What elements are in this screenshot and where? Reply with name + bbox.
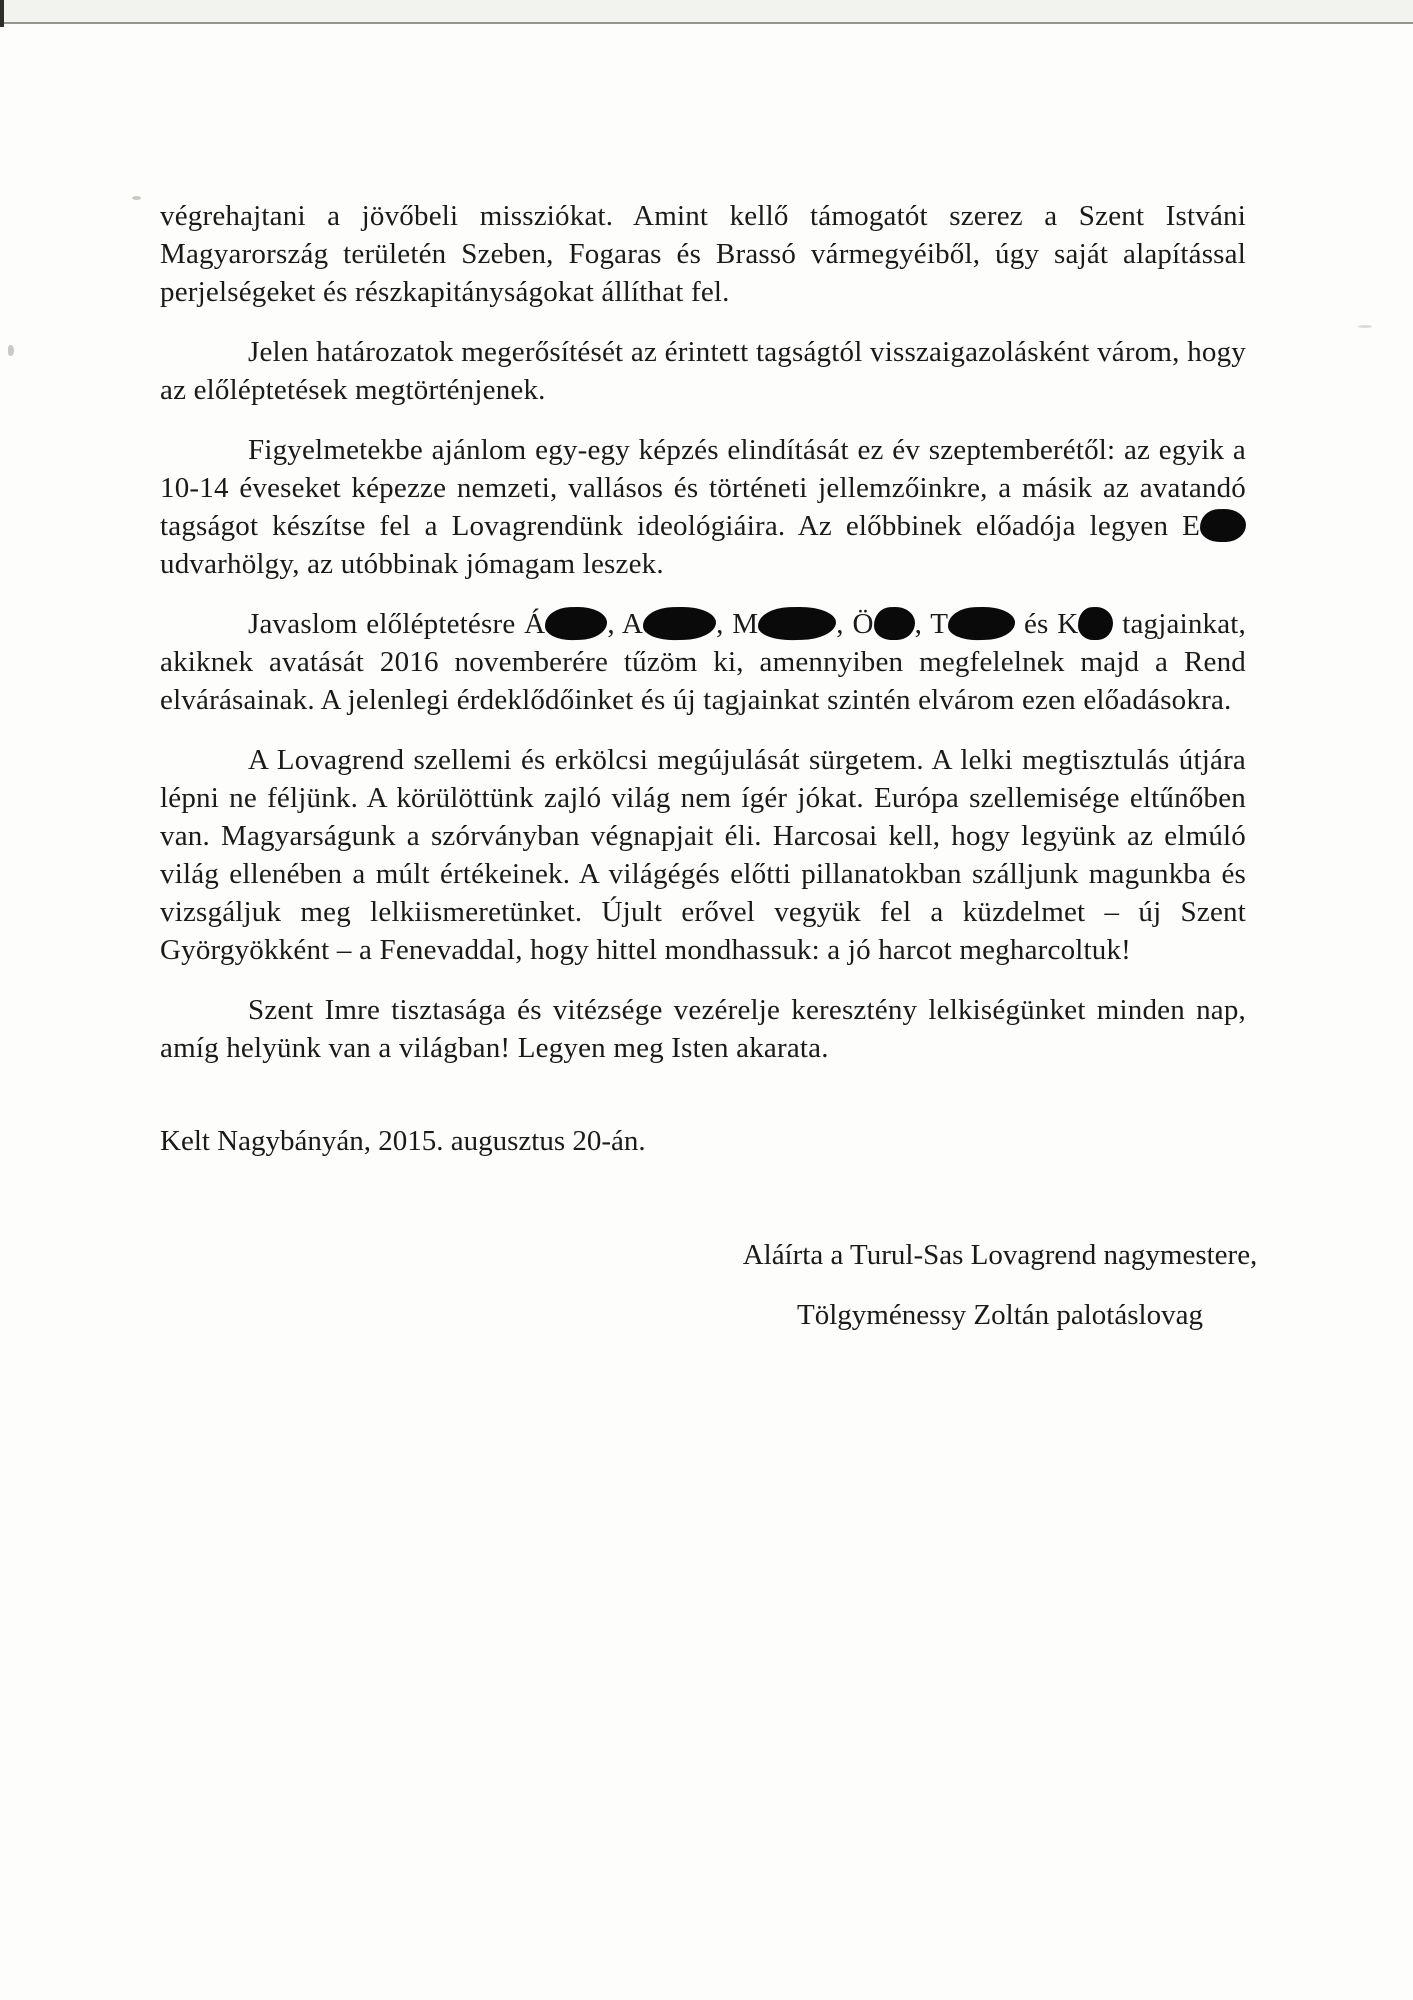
redaction-mark <box>948 606 1016 640</box>
dateline: Kelt Nagybányán, 2015. augusztus 20-án. <box>160 1125 646 1157</box>
paragraph: Javaslom előléptetésre Á , A , M , Ö , T és K tagjainkat, akiknek avatását 2016 novemberére tűzöm ki, amennyiben megfelelnek majd a Rend elvárásainak. A jelenlegi érdeklődőinket és új tagjainkat szintén elvárom ezen előadásokra. <box>160 608 1247 716</box>
scan-corner-artifact <box>0 0 4 27</box>
redaction-mark <box>873 607 915 641</box>
paragraph: A Lovagrend szellemi és erkölcsi megújulását sürgetem. A lelki megtisztulás útjára lépni ne féljünk. A körülöttünk zajló világ nem ígér jókat. Európa szellemisége eltűnőben van. Magyarságunk a szórványban végnapjait éli. Harcosai kell, hogy legyünk az elmúló világ ellenében a múlt értékeinek. A világégés előtti pillanatokban szálljunk magunkba és vizsgáljuk meg lelkiismeretünket. Újult erővel vegyük fel a küzdelmet – új Szent Györgyökként – a Fenevaddal, hogy hittel mondhassuk: a jó harcot megharcoltuk! <box>160 744 1246 966</box>
paragraph: Jelen határozatok megerősítését az érintett tagságtól visszaigazolásként várom, hogy az előléptetések megtörténjenek. <box>160 336 1246 406</box>
paragraph: Szent Imre tisztasága és vitézsége vezérelje keresztény lelkiségünket minden nap, amíg helyünk van a világban! Legyen meg Isten akarata. <box>160 994 1246 1064</box>
letter-body <box>160 197 1258 1334</box>
redaction-mark <box>545 606 608 640</box>
scan-speck <box>1358 325 1372 328</box>
signature-line-2: Tölgyménessy Zoltán palotáslovag <box>797 1299 1203 1331</box>
paragraphs <box>160 197 1246 1067</box>
scan-speck <box>132 196 141 200</box>
signature-line-1: Aláírta a Turul-Sas Lovagrend nagymestere, <box>742 1239 1258 1271</box>
paragraph: Figyelmetekbe ajánlom egy-egy képzés elindítását ez év szeptemberétől: az egyik a 10-14 éveseket képezze nemzeti, vallásos és történeti jellemzőinkre, a másik az avatandó tagságot készítse fel a Lovagrendünk ideológiáira. Az előbbinek előadója legyen E udvarhölgy, az utóbbinak jómagam leszek. <box>160 434 1246 580</box>
redaction-mark <box>643 606 717 641</box>
scan-edge-artifact <box>0 0 1413 24</box>
redaction-mark <box>1078 607 1114 641</box>
paragraph: végrehajtani a jövőbeli missziókat. Amint kellő támogatót szerez a Szent Istváni Magyarország területén Szeben, Fogaras és Brassó vármegyéiből, úgy saját alapítással perjelségeket és részkapitányságokat állíthat fel. <box>160 200 1246 308</box>
redaction-mark <box>758 606 837 641</box>
signature-block <box>740 1236 1260 1334</box>
scan-speck <box>8 345 14 356</box>
redaction-mark <box>1200 509 1247 543</box>
